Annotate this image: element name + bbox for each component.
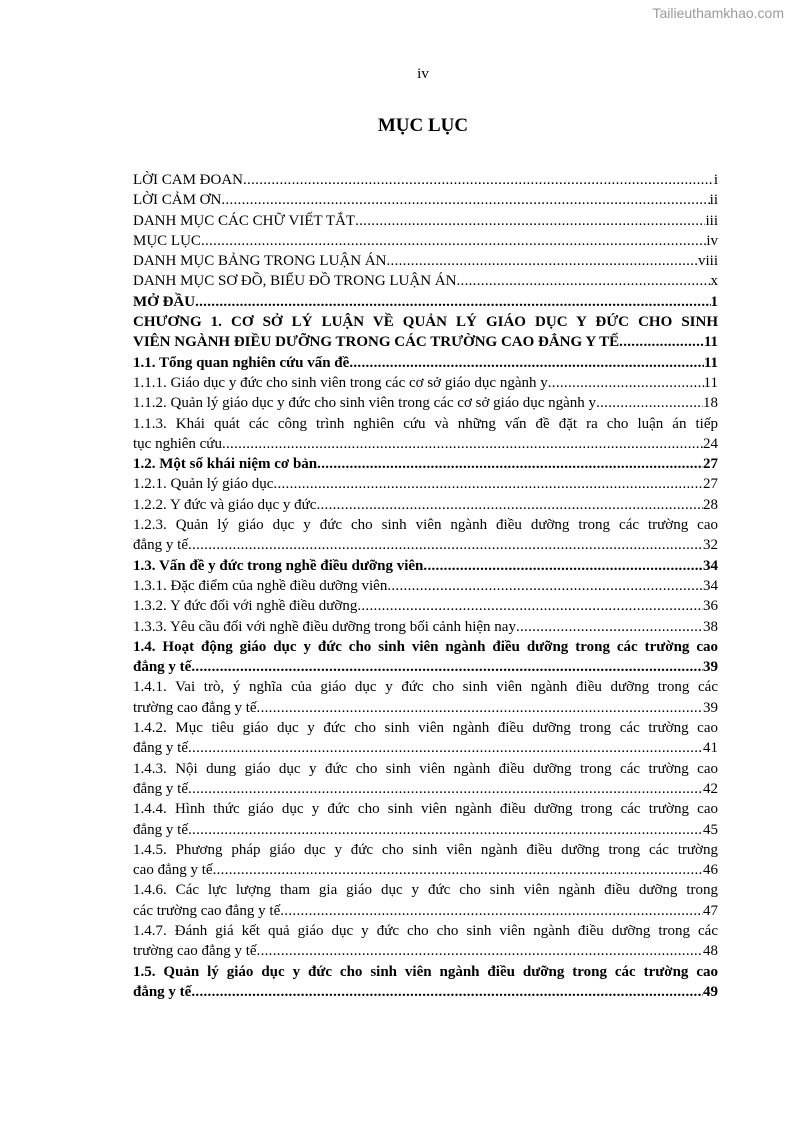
toc-entry-page: 24 [703, 435, 718, 452]
toc-entry-title: LỜI CẢM ƠN [133, 192, 222, 209]
toc-entry-title: 1.3.3. Yêu cầu đối với nghề điều dưỡng trong bối cảnh hiện nay [133, 618, 516, 635]
toc-entry-page: 48 [703, 943, 718, 960]
page-number: iv [417, 66, 429, 82]
toc-entry-title: DANH MỤC SƠ ĐỒ, BIỂU ĐỒ TRONG LUẬN ÁN [133, 273, 457, 290]
dot-leader [191, 657, 703, 677]
toc-entry-title: 1.3.1. Đặc điểm của nghề điều dưỡng viên [133, 577, 388, 594]
dot-leader [188, 738, 703, 758]
toc-entry[interactable] [133, 637, 718, 678]
toc-entry-title: đẳng y tế [133, 821, 188, 838]
toc-entry-page: 28 [703, 496, 718, 513]
toc-entry[interactable] [133, 271, 718, 291]
toc-entry-title: đẳng y tế [133, 780, 188, 797]
toc-entry-title-line1: CHƯƠNG 1. CƠ SỞ LÝ LUẬN VỀ QUẢN LÝ GIÁO DỤC Y ĐỨC CHO SINH [133, 314, 718, 331]
dot-leader [280, 901, 703, 921]
toc-entry-page: 39 [703, 659, 718, 676]
toc-entry-title: 1.1. Tổng quan nghiên cứu vấn đề [133, 354, 350, 371]
dot-leader [243, 170, 714, 190]
dot-leader [596, 393, 703, 413]
table-of-contents [133, 170, 718, 1002]
dot-leader [317, 454, 703, 474]
toc-entry-page: 27 [703, 476, 718, 493]
toc-entry[interactable] [133, 677, 718, 718]
toc-entry[interactable] [133, 454, 718, 474]
dot-leader [548, 373, 704, 393]
toc-entry[interactable] [133, 190, 718, 210]
toc-entry-page: 36 [703, 598, 718, 615]
dot-leader [188, 535, 703, 555]
dot-leader [201, 231, 706, 251]
toc-entry-title-line1: 1.1.3. Khái quát các công trình nghiên cứu và những vấn đề đặt ra cho luận án tiếp [133, 415, 718, 432]
toc-entry-page: 39 [703, 699, 718, 716]
toc-entry-page: 45 [703, 821, 718, 838]
dot-leader [213, 860, 703, 880]
toc-entry-page: 18 [703, 395, 718, 412]
dot-leader [273, 474, 703, 494]
toc-entry[interactable] [133, 921, 718, 962]
toc-entry-title: đẳng y tế [133, 983, 192, 1000]
toc-entry-page: 34 [703, 557, 718, 574]
toc-entry-title: đẳng y tế [133, 740, 188, 757]
toc-entry[interactable] [133, 718, 718, 759]
toc-entry-page: 41 [703, 740, 718, 757]
toc-entry-page: 27 [703, 456, 718, 473]
toc-entry-page: 11 [703, 374, 718, 391]
toc-entry-title: trường cao đẳng y tế [133, 699, 257, 716]
dot-leader [221, 190, 709, 210]
toc-entry[interactable] [133, 840, 718, 881]
toc-entry-title-line1: 1.5. Quản lý giáo dục y đức cho sinh viên ngành điều dưỡng trong các trường cao [133, 963, 718, 980]
toc-entry-title: 1.1.2. Quản lý giáo dục y đức cho sinh viên trong các cơ sở giáo dục ngành y [133, 395, 597, 412]
page-title: MỤC LỤC [377, 115, 469, 136]
dot-leader [456, 271, 710, 291]
toc-entry-title: đẳng y tế [133, 659, 192, 676]
toc-entry-title-line1: 1.4.6. Các lực lượng tham gia giáo dục y đức cho sinh viên ngành điều dưỡng trong [133, 882, 718, 899]
toc-entry[interactable] [133, 251, 718, 271]
dot-leader [387, 576, 703, 596]
toc-entry-title: DANH MỤC BẢNG TRONG LUẬN ÁN [133, 253, 387, 270]
toc-entry[interactable] [133, 312, 718, 353]
toc-entry-page: 1 [710, 293, 718, 310]
toc-entry-page: 38 [703, 618, 718, 635]
toc-entry-page: ii [709, 192, 718, 209]
toc-entry-title-line1: 1.4.7. Đánh giá kết quả giáo dục y đức cho cho sinh viên ngành điều dưỡng trong các [133, 922, 718, 939]
dot-leader [619, 332, 704, 352]
toc-entry-page: x [710, 273, 718, 290]
toc-entry-title: 1.2. Một số khái niệm cơ bản [133, 456, 318, 473]
toc-entry-title-line1: 1.2.3. Quản lý giáo dục y đức cho sinh viên ngành điều dưỡng trong các trường cao [133, 517, 718, 534]
toc-entry-title-line1: 1.4. Hoạt động giáo dục y đức cho sinh viên ngành điều dưỡng trong các trường cao [133, 638, 718, 655]
toc-entry-title: MỞ ĐẦU [133, 293, 196, 310]
toc-entry-title: đẳng y tế [133, 537, 188, 554]
dot-leader [516, 617, 703, 637]
toc-entry-page: 46 [703, 862, 718, 879]
toc-entry[interactable] [133, 292, 718, 312]
toc-entry-title-line1: 1.4.1. Vai trò, ý nghĩa của giáo dục y đức cho sinh viên ngành điều dưỡng trong các [133, 679, 718, 696]
dot-leader [257, 941, 703, 961]
toc-entry-page: viii [697, 253, 718, 270]
dot-leader [355, 211, 705, 231]
dot-leader [357, 596, 703, 616]
toc-entry[interactable] [133, 515, 718, 556]
toc-entry[interactable] [133, 576, 718, 596]
toc-entry-title-line1: 1.4.2. Mục tiêu giáo dục y đức cho sinh viên ngành điều dưỡng trong các trường cao [133, 720, 718, 737]
toc-entry[interactable] [133, 211, 718, 231]
toc-entry-page: 42 [703, 780, 718, 797]
toc-entry-page: 34 [703, 577, 718, 594]
toc-entry[interactable] [133, 799, 718, 840]
toc-entry-title: tục nghiên cứu [133, 435, 222, 452]
toc-entry-page: iii [705, 212, 718, 229]
toc-entry-page: 32 [703, 537, 718, 554]
dot-leader [386, 251, 698, 271]
dot-leader [188, 820, 703, 840]
toc-entry-title: trường cao đẳng y tế [133, 943, 257, 960]
toc-entry[interactable] [133, 414, 718, 455]
toc-entry-title-line1: 1.4.4. Hình thức giáo dục y đức cho sinh viên ngành điều dưỡng trong các trường cao [133, 801, 718, 818]
toc-entry-title: DANH MỤC CÁC CHỮ VIẾT TẮT [133, 212, 356, 229]
toc-entry-title: các trường cao đẳng y tế [133, 902, 281, 919]
toc-entry[interactable] [133, 393, 718, 413]
toc-entry-page: 11 [703, 354, 718, 371]
toc-entry-title: LỜI CAM ĐOAN [133, 172, 243, 188]
toc-entry[interactable] [133, 962, 718, 1003]
toc-entry-title: cao đẳng y tế [133, 862, 213, 879]
toc-entry-title-line1: 1.4.5. Phương pháp giáo dục y đức cho sinh viên ngành điều dưỡng trong các trường [133, 841, 718, 858]
toc-entry-page: 49 [703, 983, 718, 1000]
toc-entry[interactable] [133, 759, 718, 800]
watermark: Tailieuthamkhao.com [652, 5, 784, 21]
toc-entry-page: iv [706, 232, 718, 249]
dot-leader [191, 982, 703, 1002]
toc-entry-title: 1.3. Vấn đề y đức trong nghề điều dưỡng viên [133, 557, 424, 574]
toc-entry-title: 1.2.1. Quản lý giáo dục [133, 476, 274, 493]
toc-entry[interactable] [133, 617, 718, 637]
toc-entry[interactable] [133, 170, 718, 190]
toc-entry-page: 11 [703, 334, 718, 351]
dot-leader [257, 698, 703, 718]
toc-entry-title-line1: 1.4.3. Nội dung giáo dục y đức cho sinh viên ngành điều dưỡng trong các trường cao [133, 760, 718, 777]
toc-entry[interactable] [133, 556, 718, 576]
toc-entry-title: MỤC LỤC [133, 232, 201, 249]
dot-leader [349, 353, 704, 373]
toc-entry-page: i [713, 172, 718, 188]
toc-entry[interactable] [133, 495, 718, 515]
toc-entry[interactable] [133, 353, 718, 373]
toc-entry-title: 1.1.1. Giáo dục y đức cho sinh viên trong các cơ sở giáo dục ngành y [133, 374, 548, 391]
toc-entry[interactable] [133, 474, 718, 494]
dot-leader [195, 292, 710, 312]
dot-leader [188, 779, 703, 799]
toc-entry-page: 47 [703, 902, 718, 919]
toc-entry-title: 1.2.2. Y đức và giáo dục y đức [133, 496, 317, 513]
toc-entry[interactable] [133, 231, 718, 251]
dot-leader [316, 495, 703, 515]
dot-leader [423, 556, 703, 576]
toc-entry[interactable] [133, 596, 718, 616]
toc-entry[interactable] [133, 373, 718, 393]
toc-entry-title: 1.3.2. Y đức đối với nghề điều dưỡng [133, 598, 358, 615]
dot-leader [222, 434, 703, 454]
toc-entry[interactable] [133, 880, 718, 921]
toc-entry-title: VIÊN NGÀNH ĐIỀU DƯỠNG TRONG CÁC TRƯỜNG CAO ĐẲNG Y TẾ [133, 334, 620, 351]
